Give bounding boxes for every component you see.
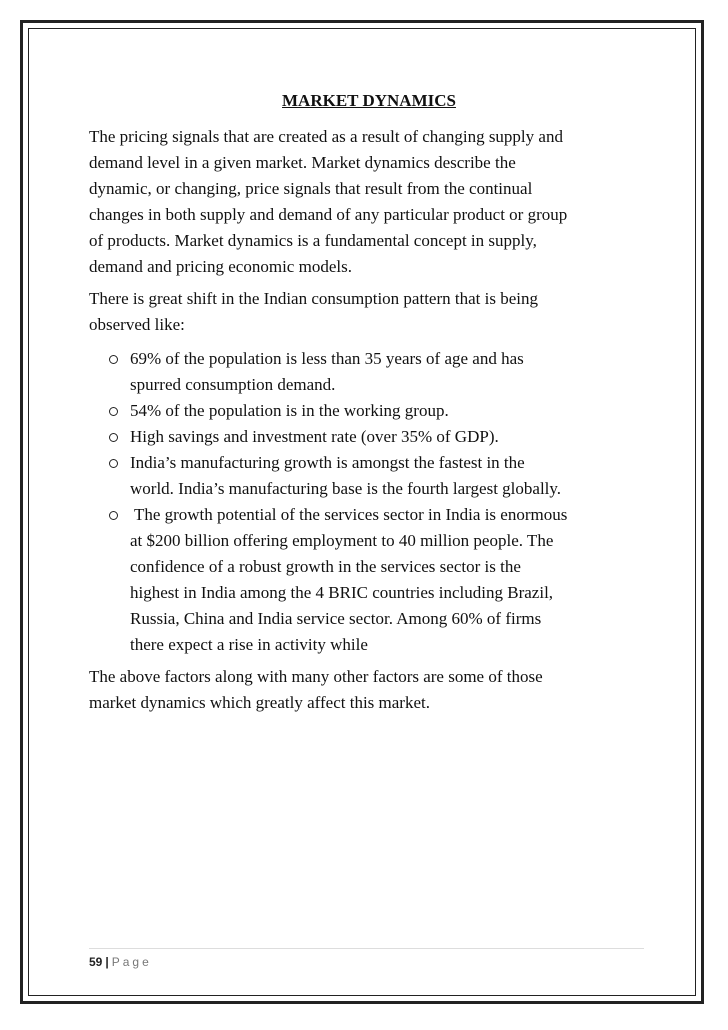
- list-item: [89, 424, 649, 450]
- text-line: there expect a rise in activity while: [130, 635, 368, 654]
- page-number: 59: [89, 955, 103, 969]
- text-line: 69% of the population is less than 35 years of age and has: [130, 349, 524, 368]
- footer-separator: |: [105, 955, 109, 969]
- bullet-icon: [109, 355, 118, 364]
- page-title: MARKET DYNAMICS: [282, 91, 456, 110]
- text-line: spurred consumption demand.: [130, 375, 336, 394]
- list-item: [89, 502, 649, 658]
- text-line: market dynamics which greatly affect this market.: [89, 693, 430, 712]
- text-line: Russia, China and India service sector. Among 60% of firms: [130, 609, 542, 628]
- paragraph-intro: [89, 124, 649, 280]
- page-footer: [89, 948, 644, 969]
- list-item: [89, 346, 649, 398]
- bullet-icon: [109, 459, 118, 468]
- text-line: High savings and investment rate (over 35% of GDP).: [130, 427, 499, 446]
- text-line: at $200 billion offering employment to 40 million people. The: [130, 531, 554, 550]
- list-item: [89, 398, 649, 424]
- text-line: of products. Market dynamics is a fundamental concept in supply,: [89, 231, 537, 250]
- text-line: India’s manufacturing growth is amongst the fastest in the: [130, 453, 525, 472]
- text-line: confidence of a robust growth in the services sector is the: [130, 557, 521, 576]
- text-line: observed like:: [89, 315, 185, 334]
- text-line: 54% of the population is in the working group.: [130, 401, 449, 420]
- bullet-icon: [109, 511, 118, 520]
- text-line: There is great shift in the Indian consumption pattern that is being: [89, 289, 538, 308]
- text-line: demand level in a given market. Market dynamics describe the: [89, 153, 516, 172]
- text-line: demand and pricing economic models.: [89, 257, 352, 276]
- text-line: world. India’s manufacturing base is the fourth largest globally.: [130, 479, 562, 498]
- text-line: dynamic, or changing, price signals that result from the continual: [89, 179, 533, 198]
- list-item: [89, 450, 649, 502]
- page-content: [89, 90, 649, 722]
- text-line: changes in both supply and demand of any particular product or group: [89, 205, 568, 224]
- text-line: The above factors along with many other factors are some of those: [89, 667, 543, 686]
- text-line: The pricing signals that are created as a result of changing supply and: [89, 127, 563, 146]
- paragraph-consumption-shift: [89, 286, 649, 338]
- bullet-icon: [109, 407, 118, 416]
- text-line: highest in India among the 4 BRIC countries including Brazil,: [130, 583, 554, 602]
- text-line: The growth potential of the services sector in India is enormous: [130, 505, 568, 524]
- bullet-list: [89, 346, 649, 658]
- paragraph-conclusion: [89, 664, 649, 716]
- page-label: Page: [111, 955, 152, 969]
- bullet-icon: [109, 433, 118, 442]
